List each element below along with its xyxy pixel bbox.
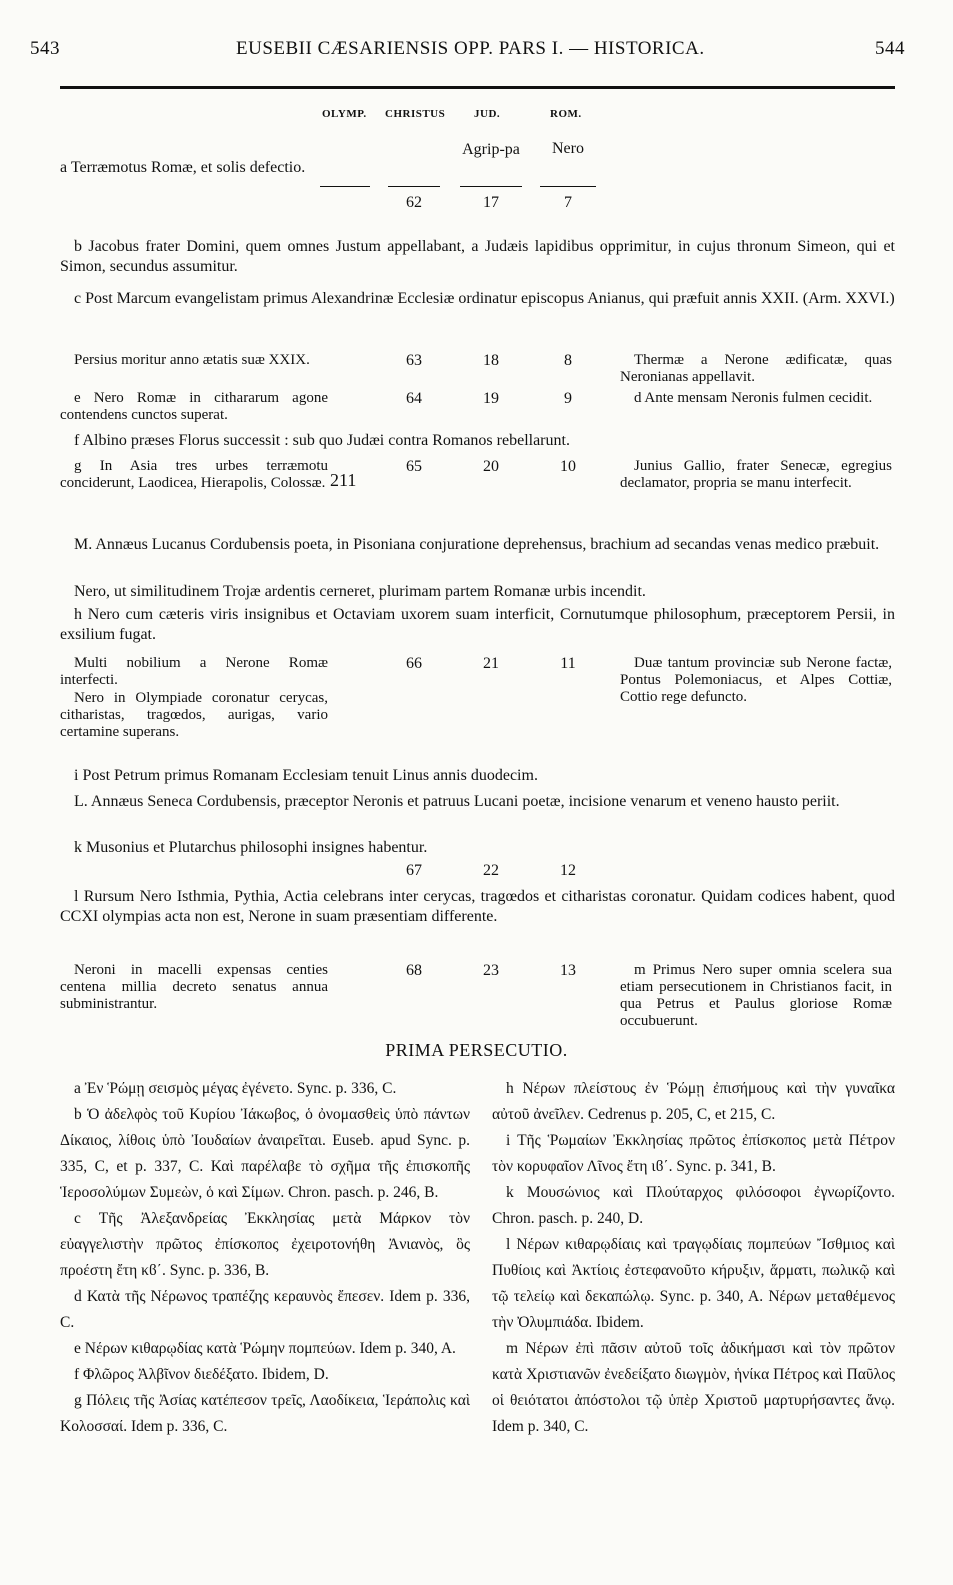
christus-64: 64: [406, 390, 422, 407]
note-d: d Ante mensam Neronis fulmen cecidit.: [634, 390, 873, 406]
rom-11: 11: [560, 655, 576, 672]
header-rule: [60, 86, 895, 89]
greek-note: g Πόλεις τῆς Ἀσίας κατέπεσον τρεῖς, Λαοδίκεια, Ἱεράπολις καὶ Κολοσσαί. Idem p. 336, C.: [60, 1392, 470, 1435]
note-multi: Multi nobilium a Nerone Romæ interfecti.: [60, 655, 328, 688]
greek-note: m Νέρων ἐπὶ πᾶσιν αὐτοῦ τοῖς ἀδικήμασι καὶ τὸν πρῶτον κατὰ Χριστιανῶν ἐνεδείξατο διωγμὸν, ἡνίκα Πέτρος καὶ Παῦλος οἱ θειότατοι ἀπόστολοι τῷ ὑπὲρ Χριστοῦ μαρτυρήσαντες ἄνῳ. Idem p. 340, C.: [492, 1340, 895, 1435]
col-christus: CHRISTUS: [385, 108, 446, 120]
note-macelli: Neroni in macelli expensas centies centena millia decreto senatus annua subministrantur.: [60, 962, 328, 1012]
para-nero-troja: Nero, ut similitudinem Trojæ ardentis cerneret, plurimam partem Romanæ urbis incendit.: [74, 583, 646, 600]
greek-notes-left: [60, 1076, 470, 1440]
note-gallio: Junius Gallio, frater Senecæ, egregius declamator, propria se manu interfecit.: [620, 458, 892, 491]
jud-18: 18: [483, 352, 499, 369]
greek-note: e Νέρων κιθαρῳδίας κατὰ Ῥώμην πομπεύων. Idem p. 340, A.: [74, 1340, 456, 1357]
para-h: h Nero cum cæteris viris insignibus et Octaviam uxorem suam interficit, Cornutumque philosophum, præceptorem Persii, in exsilium fugat.: [60, 606, 895, 643]
jud-ruler: Agrip-pa: [462, 141, 520, 158]
rom-7: 7: [564, 194, 572, 211]
para-l: l Rursum Nero Isthmia, Pythia, Actia celebrans inter cerycas, tragœdos et citharistas coronatur. Quidam codices habent, quod CCXI olympias acta non est, Nerone in suam præsentiam differente.: [60, 888, 895, 925]
note-g: g In Asia tres urbes terræmotu conciderunt, Laodicea, Hierapolis, Colossæ.: [60, 458, 328, 491]
para-i: i Post Petrum primus Romanam Ecclesiam tenuit Linus annis duodecim.: [74, 767, 538, 784]
rom-10: 10: [560, 458, 576, 475]
col-olymp: OLYMP.: [322, 108, 367, 120]
note-e: e Nero Romæ in cithararum agone contendens cunctos superat.: [60, 390, 328, 423]
christus-66: 66: [406, 655, 422, 672]
note-m: m Primus Nero super omnia scelera sua etiam persecutionem in Christianos facit, in qua Petrus et Paulus gloriose Romæ occubuerunt.: [620, 962, 892, 1029]
greek-note: h Νέρων πλείστους ἐν Ῥώμῃ ἐπισήμους καὶ τὴν γυναῖκα αὐτοῦ ἀνεῖλεν. Cedrenus p. 205, C, et 215, C.: [492, 1080, 895, 1123]
para-k: k Musonius et Plutarchus philosophi insignes habentur.: [74, 839, 428, 856]
note-persius: Persius moritur anno ætatis suæ XXIX.: [74, 352, 310, 368]
col-rom: ROM.: [550, 108, 582, 120]
christus-62: 62: [406, 194, 422, 211]
jud-22: 22: [483, 862, 499, 879]
para-c: c Post Marcum evangelistam primus Alexandrinæ Ecclesiæ ordinatur episcopus Anianus, qui præfuit annis XXII. (Arm. XXVI.): [74, 290, 895, 307]
jud-19: 19: [483, 390, 499, 407]
jud-21: 21: [483, 655, 499, 672]
rom-9: 9: [564, 390, 572, 407]
line-f: f Albino præses Florus successit : sub quo Judæi contra Romanos rebellarunt.: [74, 432, 570, 449]
jud-20: 20: [483, 458, 499, 475]
note-a: a Terræmotus Romæ, et solis defectio.: [60, 159, 306, 176]
note-thermae: Thermæ a Nerone ædificatæ, quas Neronianas appellavit.: [620, 352, 892, 385]
greek-note: c Τῆς Ἀλεξανδρείας Ἐκκλησίας μετὰ Μάρκον τὸν εὐαγγελιστὴν πρῶτος ἐπίσκοπος ἐχειροτονήθη Ἀνιανὸς, ὃς προέστη ἔτη κϐ΄. Sync. p. 336, B.: [60, 1210, 470, 1279]
para-seneca: L. Annæus Seneca Cordubensis, præceptor Neronis et patruus Lucani poetæ, incisione venarum et veneno hausto periit.: [74, 793, 840, 810]
para-b: b Jacobus frater Domini, quem omnes Justum appellabant, a Judæis lapidibus opprimitur, in cujus thronum Simeon, qui et Simon, secundus assumitur.: [60, 238, 895, 275]
greek-note: d Κατὰ τῆς Νέρωνος τραπέζης κεραυνὸς ἔπεσεν. Idem p. 336, C.: [60, 1288, 470, 1331]
greek-note: f Φλῶρος Ἀλβῖνον διεδέξατο. Ibidem, D.: [74, 1366, 329, 1383]
rom-13: 13: [560, 962, 576, 979]
christus-65: 65: [406, 458, 422, 475]
col-jud: JUD.: [474, 108, 501, 120]
christus-63: 63: [406, 352, 422, 369]
christus-67: 67: [406, 862, 422, 879]
page-number-left: 543: [30, 38, 60, 59]
section-title: PRIMA PERSECUTIO.: [385, 1040, 568, 1060]
christus-68: 68: [406, 962, 422, 979]
greek-notes-right: [492, 1076, 895, 1440]
olymp-211: 211: [330, 470, 357, 490]
greek-note: k Μουσώνιος καὶ Πλούταρχος φιλόσοφοι ἐγνωρίζοντο. Chron. pasch. p. 240, D.: [492, 1184, 895, 1227]
greek-note: b Ὁ ἀδελφὸς τοῦ Κυρίου Ἰάκωβος, ὁ ὀνομασθεὶς ὑπὸ πάντων Δίκαιος, λίθοις ὑπὸ Ἰουδαίων ἀναιρεῖται. Euseb. apud Sync. p. 335, C, et p. 337, C. Καὶ παρέλαβε τὸ σχῆμα τῆς ἐπισκοπῆς Ἱεροσολύμων Συμεὼν, ὁ καὶ Σίμων. Chron. pasch. p. 246, B.: [60, 1106, 470, 1201]
rom-ruler: Nero: [552, 140, 584, 157]
greek-note: i Τῆς Ῥωμαίων Ἐκκλησίας πρῶτος ἐπίσκοπος μετὰ Πέτρον τὸν κορυφαῖον Λῖνος ἔτη ιϐ΄. Sync. p. 341, B.: [492, 1132, 895, 1175]
rom-8: 8: [564, 352, 572, 369]
running-title: EUSEBII CÆSARIENSIS OPP. PARS I. — HISTORICA.: [236, 38, 705, 59]
rom-12: 12: [560, 862, 576, 879]
greek-note: l Νέρων κιθαρῳδίαις καὶ τραγῳδίαις πομπεύων Ἴσθμιος καὶ Πυθίοις καὶ Ἀκτίοις ἐστεφανοῦτο κήρυξιν, ἅρματι, πωλικῷ καὶ τῷ τελείῳ καὶ δεκαπώλῳ. Sync. p. 340, A. Νέρων μεταθέμενος τὴν Ὀλυμπιάδα. Ibidem.: [492, 1236, 895, 1331]
jud-17: 17: [483, 194, 499, 211]
para-lucanus: M. Annæus Lucanus Cordubensis poeta, in Pisoniana conjuratione deprehensus, brachium ad secandas venas medico præbuit.: [74, 536, 880, 553]
note-provinciae: Duæ tantum provinciæ sub Nerone factæ, Pontus Polemoniacus, et Alpes Cottiæ, Cottio rege defuncto.: [620, 655, 892, 705]
jud-23: 23: [483, 962, 499, 979]
note-olympiade: Nero in Olympiade coronatur cerycas, citharistas, tragœdos, aurigas, vario certamine superans.: [60, 690, 328, 740]
page-number-right: 544: [875, 38, 905, 59]
greek-note: a Ἐν Ῥώμῃ σεισμὸς μέγας ἐγένετο. Sync. p. 336, C.: [74, 1080, 397, 1097]
